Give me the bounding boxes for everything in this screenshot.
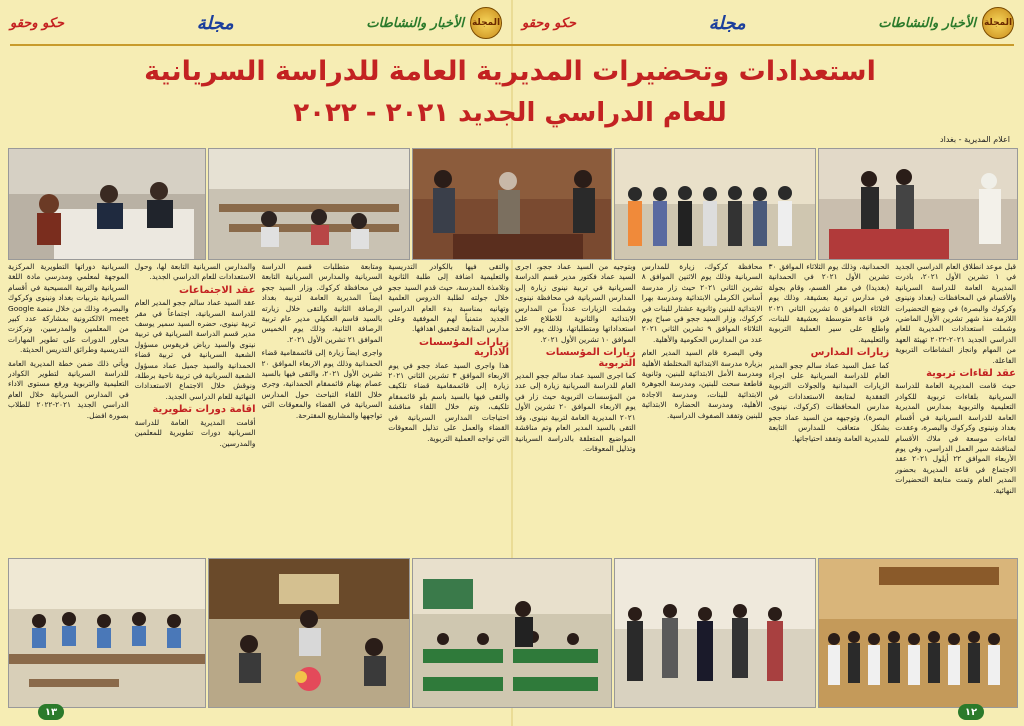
- subheading: عقد الاجتماعات: [178, 284, 256, 296]
- brand-logo-left: مجلة: [196, 12, 234, 34]
- subheading: زيارات المؤسسات التربوية: [545, 347, 636, 369]
- left-page-header: [10, 4, 502, 42]
- subheading: اقامة دورات تطويرية: [152, 404, 256, 416]
- brand-logo-right: مجلة: [708, 12, 746, 34]
- brand-tagline-left: حكو وحقو: [10, 15, 65, 31]
- photo-meeting-table: [8, 148, 206, 260]
- paragraph: حيث قامت المديرية العامة للدراسة السريانية بلقاءات تربوية للكوادر التعليمية والتربوية بمدارس المديرية العامة للدراسة السريانية في أقسام بغداد ونينوى وكركوك والبصرة، وعقدت لقاءات موسعة في ملاك الأقسام لمناقشة سير العمل الدراسي، وفي يوم الأربعاء الموافق ٢٢ أيلول ٢٠٢١ عقد الاجتماع في قاعة المديرية بحضور المدير العام وتمت متابعة التحضيرات النهائية.: [895, 381, 1016, 495]
- article-column-7: [135, 262, 256, 554]
- paragraph: كما اجرى السيد عماد سالم ججو المدير العام للدراسة السريانية زيارة إلى عدد من المؤسسات التربوية حيث زار في يوم الاربعاء الموافق ٢٠ تشرين الأول ٢٠٢١ المديرية العامة لتربية نينوى، وقد التقى بالسيد المدير العام وتم مناقشة المواضيع المتعلقة بالدراسة السريانية وتذليل المعوقات.: [515, 371, 636, 453]
- page-number-right: ١٢: [958, 704, 984, 720]
- photo-group-outdoor: [614, 558, 816, 708]
- article-columns: [8, 262, 1016, 554]
- article-column-3: [642, 262, 763, 554]
- paragraph: عقد السيد عماد سالم ججو المدير العام للدراسة السريانية، اجتماعاً في مقر تربية نينوى، حضره السيد سمير يوسف مدير قسم الدراسة السريانية في تربية نينوى والسيد رياض فريقوس مسؤول الشعبة السريانية في تربية قضاء الحمدانية والسيد جميل عماد مسؤول الشعبة السريانية في تربية ناحية برطلة، ونوقش خلال الاجتماع الاستعدادات النهائية للعام الدراسي الجديد.: [134, 298, 256, 401]
- headline-line1: استعدادات وتحضيرات المديرية العامة للدراسة السريانية: [144, 56, 876, 87]
- section-title-left: الأخبار والنشاطات: [366, 15, 464, 31]
- paragraph: قبل موعد انطلاق العام الدراسي الجديد في ١ تشرين الأول ٢٠٢١، بادرت المديرية العامة للدراسة السريانية والأقسام في المحافظات (بغداد ونينوى وكركوك والبصرة) في وضع التحضيرات اللازمة منذ شهر تشرين الأول الماضي، وشملت استعدادات المديرية للعام الدراسي الجديد ٢٠٢١-٢٠٢٢ تهيئة العهد من المهام وانجاز النشاطات التربوية الفاعلة.: [895, 262, 1016, 365]
- page-number-left: ١٣: [38, 704, 64, 720]
- subheading: زيارات المؤسسات الادارية: [419, 336, 509, 359]
- article-column-8: [8, 262, 129, 554]
- paragraph: والمدارس السريانية التابعة لها، وحول الاستعدادات للعام الدراسي الجديد.: [134, 262, 256, 282]
- paragraph: واجرى ايضاً زيارة إلى قائممقامية قضاء الحمدانية وذلك يوم الاربعاء الموافق ٢٠ تشرين الأول ٢٠٢١، والتقى فيها بالسيد عصام بهنام قائممقام الحمدانية، وجرى خلال اللقاء التباحث حول المدارس السريانية في القضاء والمعوقات التي تواجهها والمشاريع المقترحة.: [261, 348, 383, 420]
- photo-school-visit-nun: [818, 148, 1018, 260]
- article-column-1: [895, 262, 1016, 554]
- right-page-header: [522, 4, 1014, 42]
- paragraph: كما عمل السيد عماد سالم ججو المدير العام للدراسة السريانية على اجراء الزيارات الميدانية والجولات التربوية التفقدية لمتابعة الاستعدادات في مدارس المحافظات (كركوك، نينوى، البصرة)، وتوجيهه من السيد عماد ججو بشكل متعاقب للمدارس التابعة للمديرية العامة وتفقد احتياجاتها.: [768, 360, 890, 443]
- emblem-icon: [982, 7, 1014, 39]
- paragraph: والتقى فيها بالكوادر التدريسية والتعليمية اضافة إلى طلبة الثانوية وتلامذة المدرسة، حيث قدم السيد ججو خلال جولته لطلبة الدروس العلمية وتهانيه بمناسبة بدء العام الدراسي الجديد متمنياً لهم الموفقية وعلى مدارس المتابعة لتحقيق اهدافها.: [388, 262, 509, 334]
- photo-classroom-green-desks: [412, 558, 612, 708]
- paragraph: وبتوجيه من السيد عماد ججو، اجرى السيد عماد فكتور مدير قسم الدراسة السريانية في تربية نينوى زيارة إلى المدارس السريانية في محافظة نينوى، وشملت الزيارات عدداً من المدارس الابتدائية والثانوية للاطلاع على استعداداتها ومتطلباتها، وذلك يوم الاحد الموافق ١٠ تشرين الأول ٢٠٢١.: [515, 262, 636, 344]
- article-column-4: [515, 262, 636, 554]
- emblem-text: المجلة: [471, 18, 501, 28]
- paragraph: ويأتي ذلك ضمن خطة المديرية العامة للدراسة السريانية لتطوير الكوادر التعليمية والتربوية ورفع مستوى الاداء في المدارس السريانية خلال العام الدراسي الجديد ٢٠٢١-٢٠٢٢ للطلاب بصورة افضل.: [8, 358, 129, 420]
- article-column-5: [388, 262, 509, 554]
- emblem-text: المجلة: [983, 18, 1013, 28]
- paragraph: أقامت المديرية العامة للدراسة السريانية دورات تطويرية للمعلمين والمدرسين.: [134, 417, 256, 448]
- paragraph: الحمدانية، وذلك يوم الثلاثاء الموافق ٣٠ تشرين الأول ٢٠٢١ في الحمدانية (بغديدا) في مقر القسم، وقام بجولة في مدارس تربية بعشيقة، وذلك يوم الثلاثاء الموافق ٥ تشرين الثاني ٢٠٢١ في قاعة متوسطة بعشيقة للبنات، واطلع على سير العملية التربوية والتعليمية.: [768, 262, 890, 344]
- subheading: زيارات المدارس: [810, 347, 890, 359]
- photo-school-entrance-group: [818, 558, 1018, 708]
- paragraph: ومتابعة متطلبات قسم الدراسة السريانية والمدارس السريانية التابعة في محافظة كركوك. وزار السيد ججو ايضاً المديرية العامة لتربية بغداد الرصافة الثانية والتقى خلال زيارته بالسيد قاسم العكيلي مدير عام تربية الرصافة الثانية، وذلك يوم الخميس الموافق ٢١ تشرين الأول ٢٠٢١.: [261, 262, 383, 344]
- photo-group-staff: [614, 148, 816, 260]
- photo-students-desks: [8, 558, 206, 708]
- brand-tagline-right: حكو وحقو: [522, 15, 577, 31]
- subheading: عقد لقاءات تربوية: [926, 368, 1016, 380]
- photo-meeting-flowers: [208, 558, 410, 708]
- emblem-icon: [470, 7, 502, 39]
- paragraph: هذا واجرى السيد عماد ججو في يوم الاربعاء الموافق ٣ تشرين الثاني ٢٠٢١ زيارة إلى قائممقامية قضاء تلكيف والتقى فيها بالسيد باسم بلو قائممقام تلكيف، وتم خلال اللقاء مناقشة احتياجات المدارس السريانية في القضاء والعمل على تذليل المعوقات التي تواجه العملية التربوية.: [388, 360, 509, 443]
- article-column-6: [262, 262, 383, 554]
- paragraph: السريانية دوراتها التطويرية المركزية الموجهة لمعلمي ومدرسي مادة اللغة السريانية والتربية المسيحية في أقسام السريانية بتربيات بغداد ونينوى وكركوك والبصرة، وذلك من خلال منصة Google meet الالكترونية بمشاركة عدد كبير من المعلمين والمدرسين، وتركزت محاور الدورات على تطوير المهارات التدريسية وطرائق التدريس الحديثة.: [8, 262, 129, 355]
- header-rule: [10, 44, 1014, 46]
- section-title-right: الأخبار والنشاطات: [878, 15, 976, 31]
- photo-officials-classroom: [412, 148, 612, 260]
- byline: اعلام المديرية - بغداد: [940, 135, 1010, 144]
- article-column-2: [769, 262, 890, 554]
- paragraph: محافظة كركوك، زيارة للمدارس السريانية وذلك يوم الاثنين الموافق ٨ تشرين الثاني ٢٠٢١ حيث زار مدرسة أساس الكرملي الابتدائية ومدرسة بهرا الابتدائية للبنين وثانوية عشتار للبنات في كركوك، وزار السيد ججو في صباح يوم الثلاثاء الموافق ٩ تشرين الثاني ٢٠٢١ عدد من المدارس الحكومية والأهلية.: [641, 262, 763, 344]
- headline-line2: للعام الدراسي الجديد ٢٠٢١ - ٢٠٢٢: [293, 98, 727, 128]
- paragraph: وفي البصرة قام السيد المدير العام بزيارة مدرسة الابتدائية المختلطة الأهلية ومدرسة الأمل الابتدائية للبنين، وثانوية قاطعة سحت للبنين، ومدرسة الجوهرة الابتدائية للبنات، ومدرسة الاجادة الأهلية، ومدرسة الحضارة الابتدائية للبنين وتفقد الصفوف الدراسية.: [641, 348, 763, 420]
- photo-classroom-1: [208, 148, 410, 260]
